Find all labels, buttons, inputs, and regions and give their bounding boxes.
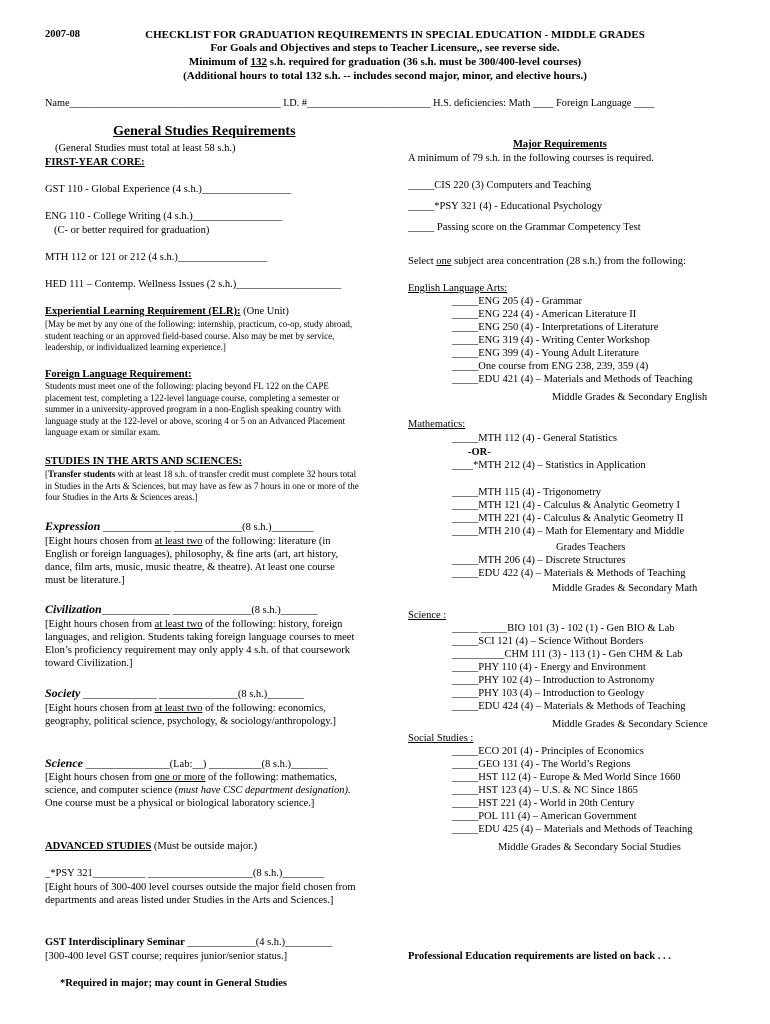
expression-text: [Eight hours chosen from at least two of the following: literature (in English or foreign languages), philosophy, & fine arts (art, art history, dance, film arts, music, music theatre, & theatre). At least one course must be literature.] bbox=[45, 536, 339, 586]
ela-list bbox=[452, 295, 693, 386]
footnote: *Required in major; may count in General Studies bbox=[60, 978, 288, 989]
math-cont1: Grades Teachers bbox=[556, 542, 626, 553]
list-item[interactable]: _____MTH 121 (4) - Calculus & Analytic Geometry I bbox=[452, 500, 681, 511]
math-heading: Mathematics: bbox=[408, 419, 466, 430]
society-text: [Eight hours chosen from at least two of the following: economics, geography, political science, psychology, & sociology/anthropology.] bbox=[45, 703, 337, 727]
list-item[interactable]: _____GEO 131 (4) - The World’s Regions bbox=[452, 759, 631, 770]
list-item[interactable]: _____EDU 425 (4) – Materials and Methods of Teaching bbox=[452, 824, 693, 835]
science-line[interactable]: Science ________________(Lab:__) __________(8 s.h.)_______ bbox=[45, 756, 328, 770]
advanced-studies-heading: ADVANCED STUDIES (Must be outside major.) bbox=[45, 841, 258, 852]
list-item[interactable]: _____ _____BIO 101 (3) - 102 (1) - Gen BIO & Lab bbox=[452, 623, 675, 634]
list-item[interactable]: _____MTH 115 (4) - Trigonometry bbox=[452, 487, 601, 498]
list-item[interactable]: _____EDU 422 (4) – Materials & Methods of Teaching bbox=[452, 568, 686, 579]
list-item[interactable]: _____One course from ENG 238, 239, 359 (4) bbox=[452, 361, 649, 372]
name-id-line[interactable]: Name_________________________________________ I.D. #________________________ H.S. deficiencies: Math ____ Foreign Language ____ bbox=[45, 98, 655, 109]
gs-subtitle: (General Studies must total at least 58 s.h.) bbox=[55, 143, 236, 154]
list-item[interactable]: _____HST 221 (4) - World in 20th Century bbox=[452, 798, 635, 809]
list-item[interactable]: _____MTH 206 (4) – Discrete Structures bbox=[452, 555, 626, 566]
list-item[interactable]: _____POL 111 (4) – American Government bbox=[452, 811, 637, 822]
math-212-line[interactable]: ____*MTH 212 (4) – Statistics in Application bbox=[452, 460, 646, 471]
list-item[interactable]: _____ECO 201 (4) - Principles of Economics bbox=[452, 746, 644, 757]
gst-seminar-line[interactable]: GST Interdisciplinary Seminar _____________(4 s.h.)_________ bbox=[45, 937, 333, 948]
fl-heading: Foreign Language Requirement: bbox=[45, 369, 192, 380]
arts-sciences-heading: STUDIES IN THE ARTS AND SCIENCES: bbox=[45, 456, 242, 467]
year-label: 2007-08 bbox=[45, 29, 80, 40]
list-item[interactable]: _____MTH 210 (4) – Math for Elementary and Middle bbox=[452, 526, 685, 537]
list-item[interactable]: _____EDU 424 (4) – Materials & Methods of Teaching bbox=[452, 701, 686, 712]
header-line4: (Additional hours to total 132 s.h. -- includes second major, minor, and elective hours.) bbox=[183, 70, 587, 82]
list-item[interactable]: _____EDU 421 (4) – Materials and Methods of Teaching bbox=[452, 374, 693, 385]
science-text: [Eight hours chosen from one or more of the following: mathematics, science, and computer science (must have CSC department designation). One course must be a physical or biological laboratory science.] bbox=[45, 772, 351, 809]
header-line2: For Goals and Objectives and steps to Teacher Licensure,, see reverse side. bbox=[210, 42, 560, 54]
hed111-line[interactable]: HED 111 – Contemp. Wellness Issues (2 s.h.)____________________ bbox=[45, 279, 342, 290]
science-heading: Science : bbox=[408, 610, 447, 621]
psy321-line[interactable]: _____*PSY 321 (4) - Educational Psychology bbox=[408, 201, 603, 212]
major-subtitle: A minimum of 79 s.h. in the following courses is required. bbox=[408, 153, 654, 164]
eng110-note: (C- or better required for graduation) bbox=[54, 225, 210, 236]
ela-heading: English Language Arts: bbox=[408, 283, 508, 294]
social-studies-list bbox=[452, 745, 693, 836]
social-studies-heading: Social Studies : bbox=[408, 733, 474, 744]
math-list-b bbox=[452, 554, 686, 580]
header-line3: Minimum of 132 s.h. required for graduation (36 s.h. must be 300/400-level courses) bbox=[188, 56, 582, 68]
arts-sciences-text: [Transfer students with at least 18 s.h. of transfer credit must complete 32 hours total in Studies in the Arts & Sciences, but may have as few as 7 hours in one or more of the four Studies in the Arts & Sciences areas.] bbox=[45, 469, 359, 502]
list-item[interactable]: _____ENG 205 (4) - Grammar bbox=[452, 296, 583, 307]
science-list bbox=[452, 622, 686, 713]
grammar-test-line[interactable]: _____ Passing score on the Grammar Competency Test bbox=[408, 222, 641, 233]
gs-title: General Studies Requirements bbox=[113, 124, 296, 139]
list-item[interactable]: _____MTH 221 (4) - Calculus & Analytic Geometry II bbox=[452, 513, 684, 524]
math-list bbox=[452, 486, 684, 538]
list-item[interactable]: _____SCI 121 (4) – Science Without Borders bbox=[452, 636, 644, 647]
list-item[interactable]: _____ENG 319 (4) - Writing Center Workshop bbox=[452, 335, 650, 346]
list-item[interactable]: _____PHY 110 (4) - Energy and Environment bbox=[452, 662, 646, 673]
list-item[interactable]: _____HST 123 (4) – U.S. & NC Since 1865 bbox=[452, 785, 638, 796]
eng110-line[interactable]: ENG 110 - College Writing (4 s.h.)_________________ bbox=[45, 211, 282, 222]
list-item[interactable]: _____PHY 102 (4) – Introduction to Astronomy bbox=[452, 675, 655, 686]
math-112-line[interactable]: _____MTH 112 (4) - General Statistics bbox=[452, 433, 617, 444]
list-item[interactable]: __________CHM 111 (3) - 113 (1) - Gen CHM & Lab bbox=[452, 649, 683, 660]
list-item[interactable]: _____ENG 250 (4) - Interpretations of Literature bbox=[452, 322, 659, 333]
gst-seminar-text: [300-400 level GST course; requires junior/senior status.] bbox=[45, 951, 288, 962]
select-concentration: Select one subject area concentration (28 s.h.) from the following: bbox=[408, 256, 686, 267]
list-item[interactable]: _____PHY 103 (4) – Introduction to Geology bbox=[452, 688, 645, 699]
society-line[interactable]: Society ______________ _______________(8 s.h.)_______ bbox=[45, 686, 305, 700]
cis220-line[interactable]: _____CIS 220 (3) Computers and Teaching bbox=[408, 180, 592, 191]
list-item[interactable]: _____ENG 224 (4) - American Literature II bbox=[452, 309, 637, 320]
advanced-studies-text: [Eight hours of 300-400 level courses outside the major field chosen from departments and areas listed under Studies in the Arts and Sciences.] bbox=[45, 882, 356, 906]
social-studies-cont: Middle Grades & Secondary Social Studies bbox=[498, 842, 681, 853]
elr-heading: Experiential Learning Requirement (ELR): (One Unit) bbox=[45, 306, 289, 317]
fl-text: Students must meet one of the following: placing beyond FL 122 on the CAPE placement test, completing a 122-level language course, completing a semester or summer in a university-approved program in a non-English speaking country with language study at the 122-level or above, scoring 4 or 5 on an Advanced Placement language exam or similar exam. bbox=[45, 381, 346, 437]
civilization-text: [Eight hours chosen from at least two of the following: history, foreign languages, and religion. Students taking foreign language courses to meet Elon’s proficiency requirement may only apply 4 s.h. of that coursework toward Civilization.] bbox=[45, 619, 355, 669]
expression-line[interactable]: Expression _____________ _____________(8 s.h.)________ bbox=[45, 519, 314, 533]
advanced-studies-line[interactable]: _*PSY 321__________ ____________________(8 s.h.)________ bbox=[45, 868, 325, 879]
math-cont2: Middle Grades & Secondary Math bbox=[552, 583, 698, 594]
page-title: CHECKLIST FOR GRADUATION REQUIREMENTS IN SPECIAL EDUCATION - MIDDLE GRADES bbox=[145, 29, 645, 41]
civilization-line[interactable]: Civilization_____________ _______________(8 s.h.)_______ bbox=[45, 602, 318, 616]
list-item[interactable]: _____ENG 399 (4) - Young Adult Literature bbox=[452, 348, 639, 359]
ela-cont: Middle Grades & Secondary English bbox=[552, 392, 708, 403]
gst110-line[interactable]: GST 110 - Global Experience (4 s.h.)_________________ bbox=[45, 184, 292, 195]
mth-line[interactable]: MTH 112 or 121 or 212 (4 s.h.)_________________ bbox=[45, 252, 268, 263]
professional-education-note: Professional Education requirements are listed on back . . . bbox=[408, 951, 671, 962]
elr-text: [May be met by any one of the following: internship, practicum, co-op, study abroad, student teaching or an approved field-based course. Also may be met by service, leadership, or individualized learning experience.] bbox=[45, 319, 353, 352]
list-item[interactable]: _____HST 112 (4) - Europe & Med World Since 1660 bbox=[452, 772, 681, 783]
science-cont: Middle Grades & Secondary Science bbox=[552, 719, 708, 730]
major-heading: Major Requirements bbox=[513, 139, 607, 150]
first-year-core-heading: FIRST-YEAR CORE: bbox=[45, 157, 145, 168]
math-or: -OR- bbox=[468, 447, 491, 458]
